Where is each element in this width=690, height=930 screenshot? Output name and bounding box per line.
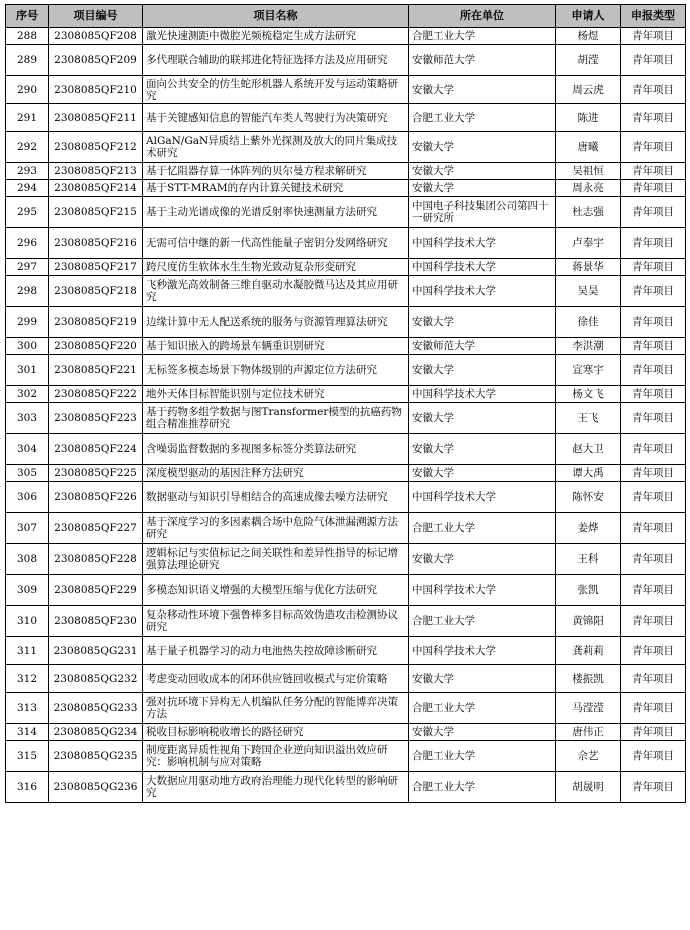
cell-code: 2308085QF220 (49, 338, 143, 355)
cell-project-name: 基于药物多组学数据与图Transformer模型的抗癌药物组合精准推荐研究 (143, 403, 409, 434)
cell-no: 308 (6, 544, 49, 575)
cell-no: 288 (6, 28, 49, 45)
cell-type: 青年项目 (621, 163, 686, 180)
table-row (6, 482, 686, 513)
cell-project-name: 深度模型驱动的基因注释方法研究 (143, 465, 409, 482)
table-row (6, 606, 686, 637)
cell-unit: 合肥工业大学 (409, 741, 556, 772)
cell-applicant: 唐伟正 (556, 724, 621, 741)
cell-project-name: 考虑变动回收成本的闭环供应链回收模式与定价策略 (143, 665, 409, 693)
cell-applicant: 周云虎 (556, 76, 621, 104)
cell-unit: 安徽大学 (409, 465, 556, 482)
cell-type: 青年项目 (621, 276, 686, 307)
cell-code: 2308085QF218 (49, 276, 143, 307)
cell-type: 青年项目 (621, 132, 686, 163)
cell-code: 2308085QF223 (49, 403, 143, 434)
cell-code: 2308085QG232 (49, 665, 143, 693)
cell-no: 314 (6, 724, 49, 741)
cell-project-name: 地外天体目标智能识别与定位技术研究 (143, 386, 409, 403)
cell-code: 2308085QF214 (49, 180, 143, 197)
cell-unit: 安徽大学 (409, 355, 556, 386)
cell-no: 301 (6, 355, 49, 386)
cell-unit: 中国科学技术大学 (409, 228, 556, 259)
cell-code: 2308085QF213 (49, 163, 143, 180)
cell-no: 307 (6, 513, 49, 544)
table-row (6, 355, 686, 386)
cell-code: 2308085QF216 (49, 228, 143, 259)
cell-unit: 安徽大学 (409, 76, 556, 104)
cell-project-name: 多模态知识语义增强的大模型压缩与优化方法研究 (143, 575, 409, 606)
cell-type: 青年项目 (621, 104, 686, 132)
cell-code: 2308085QF209 (49, 45, 143, 76)
cell-project-name: 数据驱动与知识引导相结合的高速成像去噪方法研究 (143, 482, 409, 513)
cell-code: 2308085QF219 (49, 307, 143, 338)
cell-unit: 合肥工业大学 (409, 104, 556, 132)
cell-applicant: 吴昊 (556, 276, 621, 307)
cell-code: 2308085QG233 (49, 693, 143, 724)
cell-code: 2308085QF230 (49, 606, 143, 637)
cell-code: 2308085QF221 (49, 355, 143, 386)
cell-no: 309 (6, 575, 49, 606)
cell-no: 294 (6, 180, 49, 197)
table-row (6, 513, 686, 544)
cell-unit: 安徽大学 (409, 434, 556, 465)
cell-unit: 安徽大学 (409, 163, 556, 180)
cell-project-name: 复杂移动性环境下强鲁棒多目标高效伪造攻击检测协议研究 (143, 606, 409, 637)
cell-no: 316 (6, 772, 49, 803)
header-code: 项目编号 (49, 5, 143, 28)
cell-project-name: 基于STT-MRAM的存内计算关键技术研究 (143, 180, 409, 197)
header-unit: 所在单位 (409, 5, 556, 28)
cell-type: 青年项目 (621, 228, 686, 259)
cell-unit: 合肥工业大学 (409, 606, 556, 637)
cell-no: 289 (6, 45, 49, 76)
cell-no: 290 (6, 76, 49, 104)
cell-code: 2308085QF228 (49, 544, 143, 575)
cell-applicant: 佘艺 (556, 741, 621, 772)
cell-no: 293 (6, 163, 49, 180)
cell-code: 2308085QG234 (49, 724, 143, 741)
cell-code: 2308085QF225 (49, 465, 143, 482)
table-row (6, 197, 686, 228)
cell-no: 315 (6, 741, 49, 772)
cell-code: 2308085QF210 (49, 76, 143, 104)
table-row (6, 307, 686, 338)
cell-type: 青年项目 (621, 575, 686, 606)
cell-type: 青年项目 (621, 355, 686, 386)
cell-applicant: 龚莉莉 (556, 637, 621, 665)
cell-applicant: 卢奉宇 (556, 228, 621, 259)
cell-applicant: 胡晟明 (556, 772, 621, 803)
cell-unit: 安徽大学 (409, 403, 556, 434)
cell-no: 291 (6, 104, 49, 132)
cell-project-name: 多代理联合辅助的联邦进化特征选择方法及应用研究 (143, 45, 409, 76)
cell-project-name: 强对抗环境下异构无人机编队任务分配的智能博弈决策方法 (143, 693, 409, 724)
cell-applicant: 唐曦 (556, 132, 621, 163)
cell-type: 青年项目 (621, 76, 686, 104)
cell-project-name: 无标签多模态场景下物体级别的声源定位方法研究 (143, 355, 409, 386)
cell-applicant: 杨文飞 (556, 386, 621, 403)
cell-code: 2308085QF222 (49, 386, 143, 403)
cell-unit: 安徽师范大学 (409, 45, 556, 76)
cell-unit: 中国科学技术大学 (409, 575, 556, 606)
table-row (6, 386, 686, 403)
table-row (6, 575, 686, 606)
cell-applicant: 谭大禹 (556, 465, 621, 482)
table-row (6, 465, 686, 482)
header-no: 序号 (6, 5, 49, 28)
cell-type: 青年项目 (621, 307, 686, 338)
header-applicant: 申请人 (556, 5, 621, 28)
cell-project-name: 飞秒激光高效制备三维自驱动水凝胶微马达及其应用研究 (143, 276, 409, 307)
cell-unit: 安徽师范大学 (409, 338, 556, 355)
table-row (6, 434, 686, 465)
cell-type: 青年项目 (621, 259, 686, 276)
table-row (6, 76, 686, 104)
cell-applicant: 陈怀安 (556, 482, 621, 513)
cell-no: 311 (6, 637, 49, 665)
cell-type: 青年项目 (621, 544, 686, 575)
cell-unit: 中国科学技术大学 (409, 259, 556, 276)
cell-type: 青年项目 (621, 465, 686, 482)
cell-unit: 合肥工业大学 (409, 693, 556, 724)
cell-unit: 安徽大学 (409, 132, 556, 163)
cell-unit: 合肥工业大学 (409, 513, 556, 544)
cell-project-name: 边缘计算中无人配送系统的服务与资源管理算法研究 (143, 307, 409, 338)
cell-applicant: 姜烨 (556, 513, 621, 544)
cell-code: 2308085QF217 (49, 259, 143, 276)
cell-project-name: 基于量子机器学习的动力电池热失控故障诊断研究 (143, 637, 409, 665)
cell-unit: 合肥工业大学 (409, 772, 556, 803)
cell-applicant: 蒋景华 (556, 259, 621, 276)
cell-type: 青年项目 (621, 606, 686, 637)
cell-code: 2308085QF226 (49, 482, 143, 513)
cell-project-name: 大数据应用驱动地方政府治理能力现代化转型的影响研究 (143, 772, 409, 803)
cell-project-name: 无需可信中继的新一代高性能量子密钥分发网络研究 (143, 228, 409, 259)
cell-applicant: 王科 (556, 544, 621, 575)
project-table (5, 4, 686, 803)
cell-unit: 中国科学技术大学 (409, 482, 556, 513)
cell-no: 296 (6, 228, 49, 259)
table-row (6, 180, 686, 197)
table-row (6, 276, 686, 307)
cell-unit: 安徽大学 (409, 544, 556, 575)
header-type: 申报类型 (621, 5, 686, 28)
cell-no: 297 (6, 259, 49, 276)
table-row (6, 338, 686, 355)
header-name: 项目名称 (143, 5, 409, 28)
cell-type: 青年项目 (621, 28, 686, 45)
cell-project-name: 基于知识嵌入的跨场景车辆重识别研究 (143, 338, 409, 355)
cell-applicant: 张凯 (556, 575, 621, 606)
cell-unit: 中国科学技术大学 (409, 276, 556, 307)
cell-unit: 中国电子科技集团公司第四十一研究所 (409, 197, 556, 228)
cell-project-name: 基于关键感知信息的智能汽车类人驾驶行为决策研究 (143, 104, 409, 132)
cell-code: 2308085QG235 (49, 741, 143, 772)
cell-unit: 安徽大学 (409, 724, 556, 741)
cell-applicant: 楼振凯 (556, 665, 621, 693)
cell-no: 305 (6, 465, 49, 482)
cell-project-name: 跨尺度仿生软体水生生物光致动复杂形变研究 (143, 259, 409, 276)
table-row (6, 28, 686, 45)
cell-type: 青年项目 (621, 513, 686, 544)
cell-code: 2308085QF224 (49, 434, 143, 465)
cell-type: 青年项目 (621, 724, 686, 741)
cell-applicant: 宣寒宇 (556, 355, 621, 386)
table-row (6, 163, 686, 180)
cell-no: 292 (6, 132, 49, 163)
cell-applicant: 周永亮 (556, 180, 621, 197)
cell-type: 青年项目 (621, 482, 686, 513)
table-row (6, 104, 686, 132)
table-row (6, 665, 686, 693)
cell-applicant: 马滢滢 (556, 693, 621, 724)
cell-type: 青年项目 (621, 741, 686, 772)
cell-applicant: 赵大卫 (556, 434, 621, 465)
cell-code: 2308085QF227 (49, 513, 143, 544)
cell-type: 青年项目 (621, 197, 686, 228)
cell-project-name: 面向公共安全的仿生蛇形机器人系统开发与运动策略研究 (143, 76, 409, 104)
document-page (5, 4, 685, 803)
table-row (6, 45, 686, 76)
cell-applicant: 杜志强 (556, 197, 621, 228)
cell-code: 2308085QG236 (49, 772, 143, 803)
cell-project-name: 逻辑标记与实值标记之间关联性和差异性指导的标记增强算法理论研究 (143, 544, 409, 575)
table-row (6, 132, 686, 163)
cell-unit: 合肥工业大学 (409, 28, 556, 45)
cell-unit: 中国科学技术大学 (409, 386, 556, 403)
cell-project-name: 基于主动光谱成像的光谱反射率快速测量方法研究 (143, 197, 409, 228)
table-header-row (6, 5, 686, 28)
cell-type: 青年项目 (621, 637, 686, 665)
cell-type: 青年项目 (621, 693, 686, 724)
cell-no: 304 (6, 434, 49, 465)
cell-type: 青年项目 (621, 665, 686, 693)
cell-code: 2308085QF215 (49, 197, 143, 228)
cell-applicant: 吴祖恒 (556, 163, 621, 180)
table-row (6, 637, 686, 665)
cell-project-name: 基于忆阻器存算一体阵列的贝尔曼方程求解研究 (143, 163, 409, 180)
table-row (6, 693, 686, 724)
cell-type: 青年项目 (621, 434, 686, 465)
cell-code: 2308085QG231 (49, 637, 143, 665)
cell-project-name: AlGaN/GaN异质结上紫外光探测及放大的同片集成技术研究 (143, 132, 409, 163)
cell-applicant: 王飞 (556, 403, 621, 434)
cell-no: 302 (6, 386, 49, 403)
cell-no: 310 (6, 606, 49, 637)
cell-applicant: 徐佳 (556, 307, 621, 338)
table-row (6, 544, 686, 575)
cell-type: 青年项目 (621, 338, 686, 355)
table-row (6, 259, 686, 276)
cell-no: 298 (6, 276, 49, 307)
cell-project-name: 含噪弱监督数据的多视图多标签分类算法研究 (143, 434, 409, 465)
table-row (6, 741, 686, 772)
cell-no: 313 (6, 693, 49, 724)
cell-applicant: 陈进 (556, 104, 621, 132)
cell-type: 青年项目 (621, 386, 686, 403)
cell-project-name: 基于深度学习的多因素耦合场中危险气体泄漏溯源方法研究 (143, 513, 409, 544)
cell-no: 303 (6, 403, 49, 434)
table-row (6, 228, 686, 259)
cell-no: 312 (6, 665, 49, 693)
cell-code: 2308085QF229 (49, 575, 143, 606)
cell-applicant: 李洪潮 (556, 338, 621, 355)
cell-unit: 安徽大学 (409, 180, 556, 197)
cell-unit: 安徽大学 (409, 665, 556, 693)
table-row (6, 772, 686, 803)
cell-type: 青年项目 (621, 403, 686, 434)
cell-no: 295 (6, 197, 49, 228)
table-row (6, 724, 686, 741)
table-row (6, 403, 686, 434)
cell-applicant: 胡滢 (556, 45, 621, 76)
cell-project-name: 制度距离异质性视角下跨国企业逆向知识溢出效应研究：影响机制与应对策略 (143, 741, 409, 772)
cell-unit: 中国科学技术大学 (409, 637, 556, 665)
cell-project-name: 税收目标影响税收增长的路径研究 (143, 724, 409, 741)
cell-type: 青年项目 (621, 45, 686, 76)
cell-no: 306 (6, 482, 49, 513)
cell-code: 2308085QF211 (49, 104, 143, 132)
cell-no: 299 (6, 307, 49, 338)
cell-applicant: 黄锦阳 (556, 606, 621, 637)
cell-project-name: 激光快速测距中微腔光频梳稳定生成方法研究 (143, 28, 409, 45)
cell-code: 2308085QF208 (49, 28, 143, 45)
cell-no: 300 (6, 338, 49, 355)
cell-type: 青年项目 (621, 180, 686, 197)
cell-unit: 安徽大学 (409, 307, 556, 338)
cell-applicant: 杨煜 (556, 28, 621, 45)
cell-code: 2308085QF212 (49, 132, 143, 163)
cell-type: 青年项目 (621, 772, 686, 803)
